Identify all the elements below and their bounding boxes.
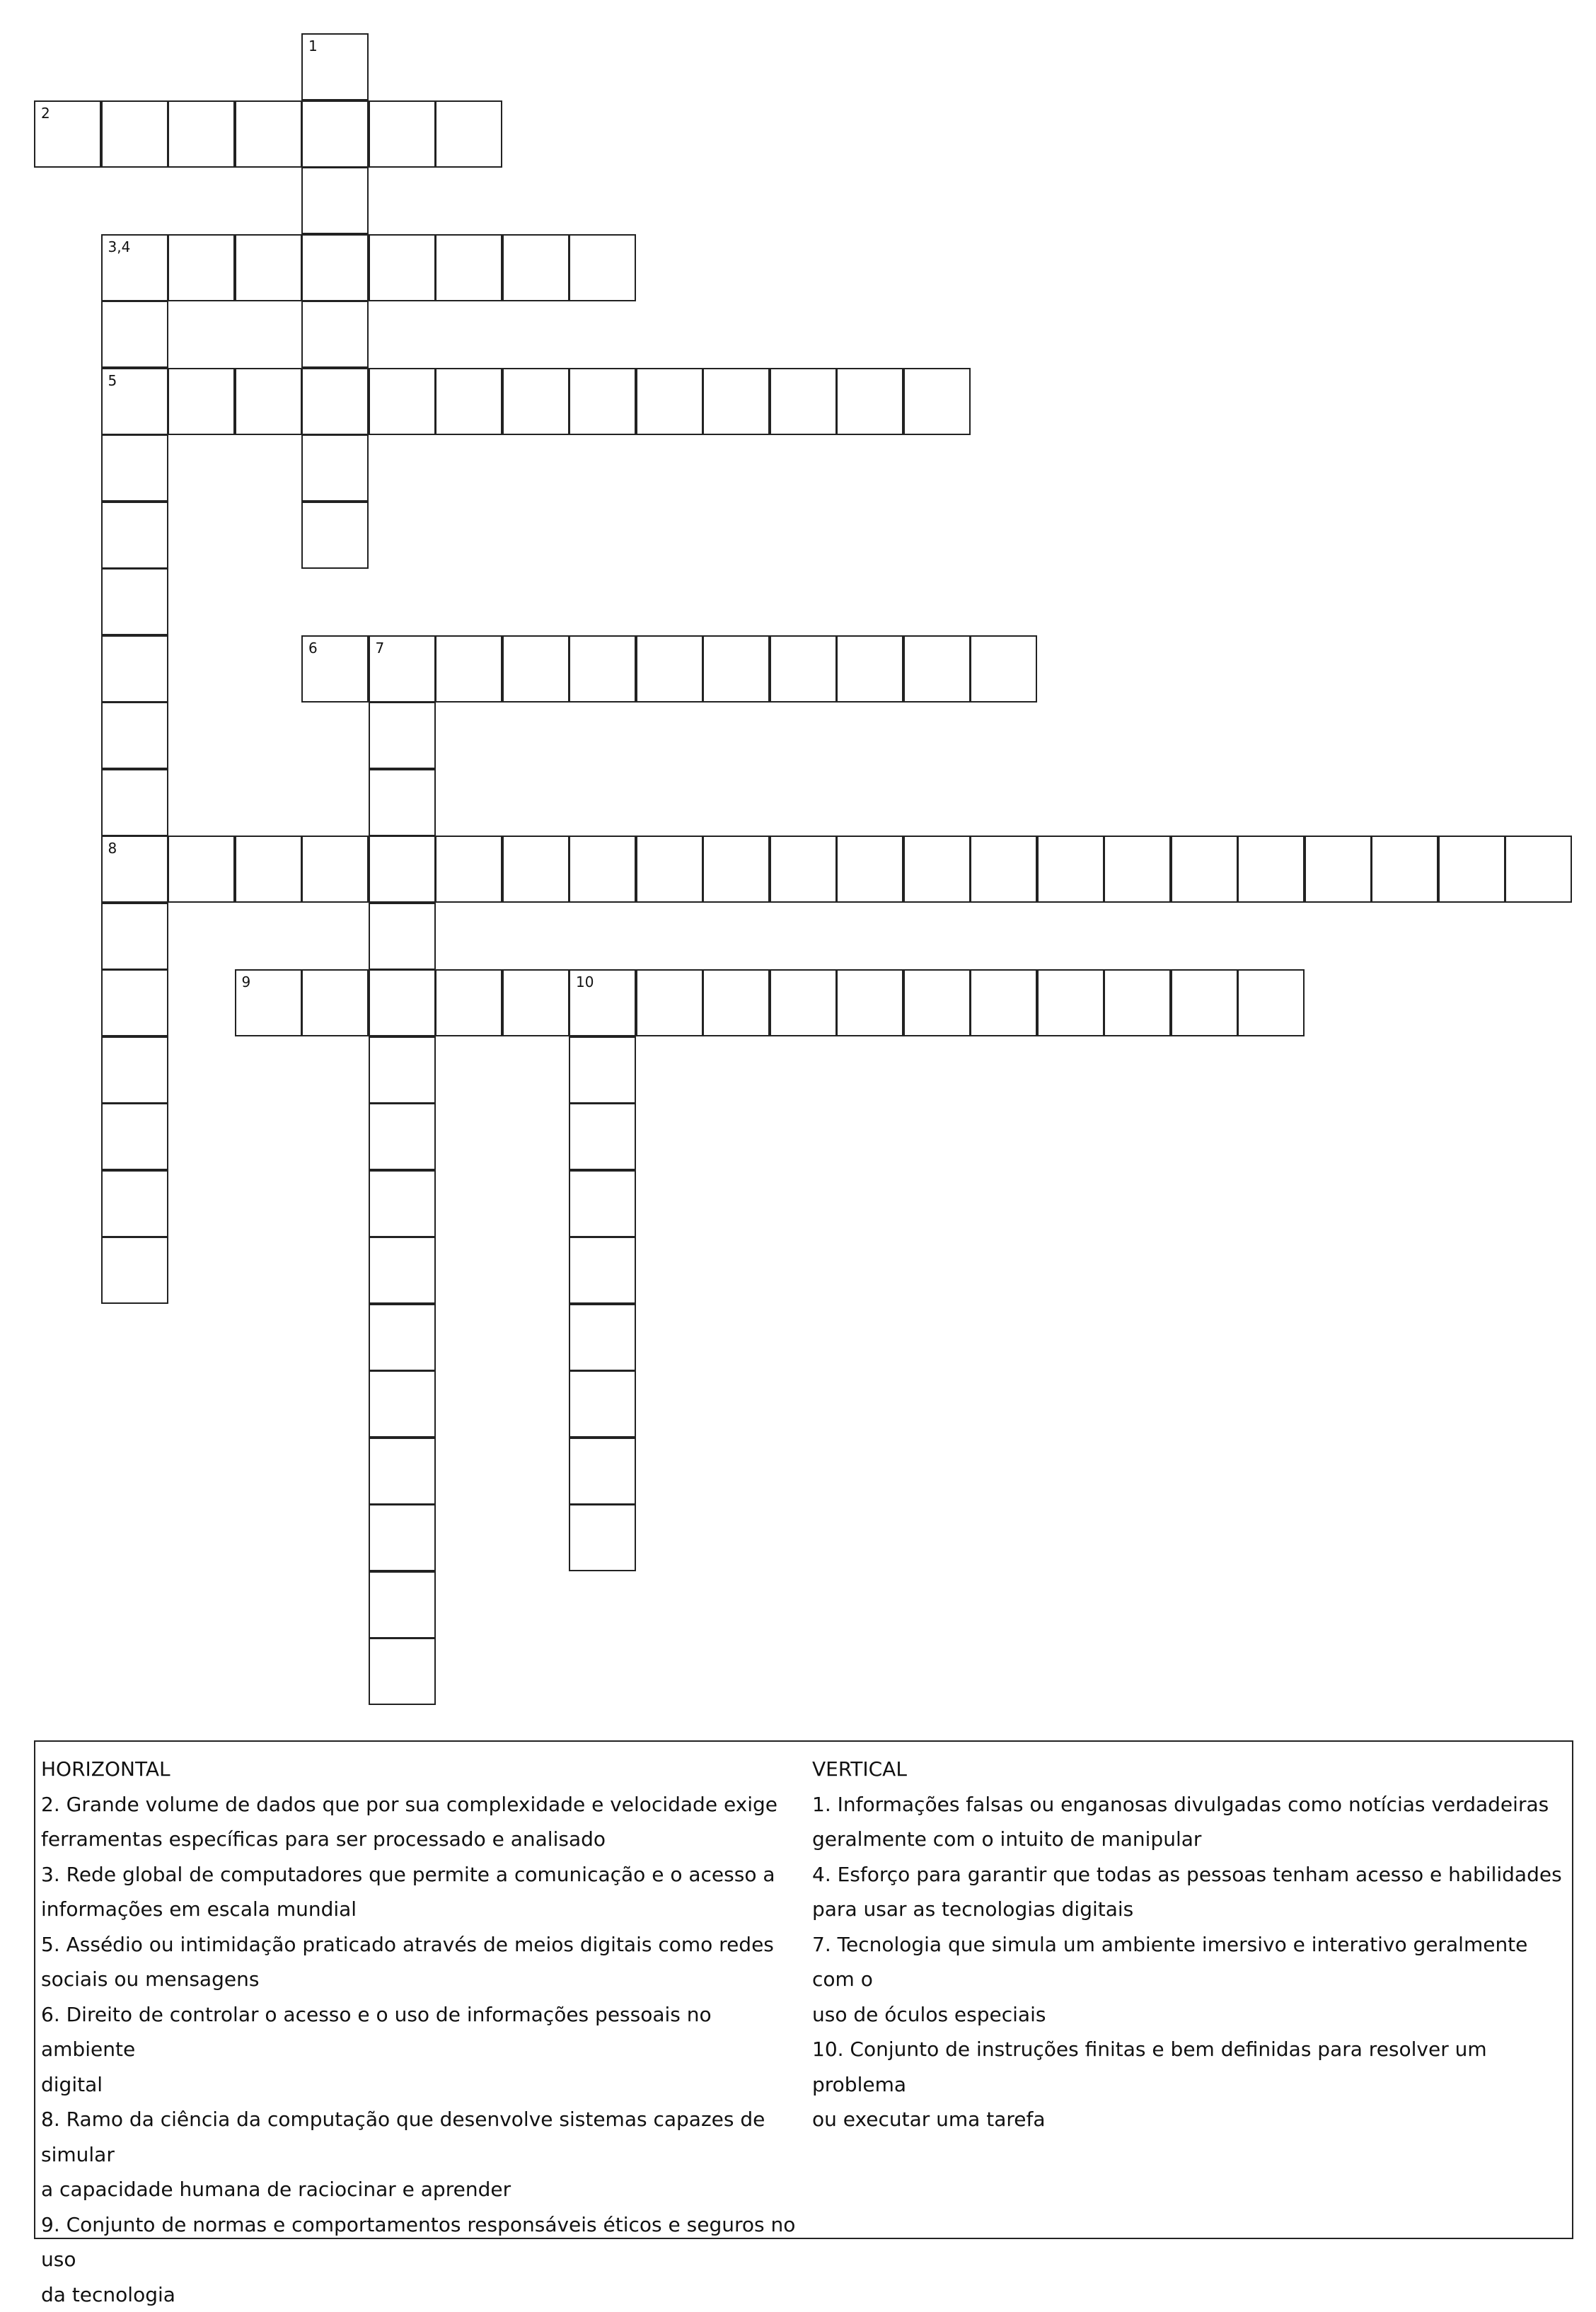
grid-cell[interactable] — [770, 836, 837, 903]
grid-cell[interactable] — [636, 836, 703, 903]
grid-cell[interactable] — [1037, 969, 1104, 1036]
grid-cell[interactable] — [702, 635, 770, 703]
grid-cell[interactable] — [569, 1438, 636, 1505]
grid-cell[interactable] — [168, 368, 235, 435]
vertical-clues-column — [812, 1752, 1569, 2137]
grid-cell[interactable] — [301, 33, 369, 100]
grid-cell[interactable] — [235, 234, 302, 301]
horizontal-clue-line: 2. Grande volume de dados que por sua complexidade e velocidade exige — [41, 1787, 805, 1822]
grid-cell[interactable] — [301, 969, 369, 1036]
grid-cell[interactable] — [101, 502, 168, 569]
grid-cell[interactable] — [903, 635, 971, 703]
grid-cell[interactable] — [168, 100, 235, 168]
clue-number: 3,4 — [108, 240, 131, 254]
horizontal-clue-line: sociais ou mensagens — [41, 1962, 805, 1997]
grid-cell[interactable] — [770, 635, 837, 703]
clue-number: 6 — [308, 641, 318, 655]
grid-cell[interactable] — [1371, 836, 1438, 903]
grid-cell[interactable] — [836, 836, 903, 903]
clue-number: 5 — [108, 374, 117, 388]
grid-cell[interactable] — [369, 1304, 436, 1371]
grid-cell[interactable] — [836, 368, 903, 435]
grid-cell[interactable] — [168, 836, 235, 903]
grid-cell[interactable] — [435, 234, 502, 301]
grid-cell[interactable] — [569, 368, 636, 435]
grid-cell[interactable] — [301, 434, 369, 502]
grid-cell[interactable] — [369, 702, 436, 769]
grid-cell[interactable] — [569, 969, 636, 1036]
vertical-clues-title: VERTICAL — [812, 1752, 1569, 1787]
grid-cell[interactable] — [502, 234, 569, 301]
grid-cell[interactable] — [502, 368, 569, 435]
grid-cell[interactable] — [836, 635, 903, 703]
clue-number: 1 — [308, 39, 318, 53]
horizontal-clue-line: 3. Rede global de computadores que permite a comunicação e o acesso a — [41, 1857, 805, 1892]
grid-cell[interactable] — [369, 1438, 436, 1505]
grid-cell[interactable] — [970, 635, 1037, 703]
vertical-clue-line: uso de óculos especiais — [812, 1997, 1569, 2033]
grid-cell[interactable] — [435, 100, 502, 168]
grid-cell[interactable] — [101, 1237, 168, 1304]
clue-number: 9 — [242, 975, 251, 989]
vertical-clue-line: 10. Conjunto de instruções finitas e bem definidas para resolver um problema — [812, 2032, 1569, 2102]
grid-cell[interactable] — [502, 836, 569, 903]
grid-cell[interactable] — [636, 969, 703, 1036]
clue-number: 10 — [576, 975, 594, 989]
grid-cell[interactable] — [369, 1370, 436, 1438]
grid-cell[interactable] — [101, 635, 168, 703]
grid-cell[interactable] — [369, 1504, 436, 1571]
grid-cell[interactable] — [301, 301, 369, 368]
clue-number: 2 — [41, 106, 50, 120]
grid-cell[interactable] — [1104, 969, 1171, 1036]
grid-cell[interactable] — [235, 368, 302, 435]
grid-cell[interactable] — [101, 301, 168, 368]
vertical-clue-line: 1. Informações falsas ou enganosas divulgadas como notícias verdadeiras — [812, 1787, 1569, 1822]
grid-cell[interactable] — [369, 234, 436, 301]
grid-cell[interactable] — [301, 368, 369, 435]
grid-cell[interactable] — [301, 234, 369, 301]
grid-cell[interactable] — [235, 836, 302, 903]
grid-cell[interactable] — [301, 100, 369, 168]
grid-cell[interactable] — [569, 1304, 636, 1371]
grid-cell[interactable] — [1104, 836, 1171, 903]
clue-number: 8 — [108, 841, 117, 855]
grid-cell[interactable] — [369, 769, 436, 836]
grid-cell[interactable] — [1171, 836, 1238, 903]
grid-cell[interactable] — [369, 1237, 436, 1304]
horizontal-clues-title: HORIZONTAL — [41, 1752, 805, 1787]
grid-cell[interactable] — [569, 1103, 636, 1170]
horizontal-clue-line: 5. Assédio ou intimidação praticado através de meios digitais como redes — [41, 1927, 805, 1963]
grid-cell[interactable] — [369, 1036, 436, 1104]
horizontal-clue-line: a capacidade humana de raciocinar e aprender — [41, 2172, 805, 2207]
grid-cell[interactable] — [903, 368, 971, 435]
grid-cell[interactable] — [369, 1638, 436, 1705]
grid-cell[interactable] — [435, 368, 502, 435]
grid-cell[interactable] — [369, 635, 436, 703]
horizontal-clue-line: informações em escala mundial — [41, 1892, 805, 1927]
grid-cell[interactable] — [569, 1237, 636, 1304]
horizontal-clue-line: 8. Ramo da ciência da computação que desenvolve sistemas capazes de simular — [41, 2102, 805, 2172]
grid-cell[interactable] — [168, 234, 235, 301]
grid-cell[interactable] — [369, 836, 436, 903]
horizontal-clue-line: 6. Direito de controlar o acesso e o uso de informações pessoais no ambiente — [41, 1997, 805, 2067]
grid-cell[interactable] — [101, 368, 168, 435]
grid-cell[interactable] — [636, 635, 703, 703]
grid-cell[interactable] — [569, 836, 636, 903]
grid-cell[interactable] — [369, 969, 436, 1036]
clue-panel — [34, 1740, 1573, 2239]
horizontal-clue-line: 9. Conjunto de normas e comportamentos responsáveis éticos e seguros no uso — [41, 2207, 805, 2277]
grid-cell[interactable] — [34, 100, 101, 168]
clue-number: 7 — [376, 641, 385, 655]
grid-cell[interactable] — [1237, 969, 1305, 1036]
grid-cell[interactable] — [301, 502, 369, 569]
grid-cell[interactable] — [702, 836, 770, 903]
grid-cell[interactable] — [101, 234, 168, 301]
grid-cell[interactable] — [101, 1103, 168, 1170]
grid-cell[interactable] — [569, 234, 636, 301]
horizontal-clue-line: da tecnologia — [41, 2277, 805, 2312]
grid-cell[interactable] — [369, 100, 436, 168]
grid-cell[interactable] — [101, 836, 168, 903]
vertical-clue-line: 7. Tecnologia que simula um ambiente imersivo e interativo geralmente com o — [812, 1927, 1569, 1997]
grid-cell[interactable] — [435, 635, 502, 703]
grid-cell[interactable] — [101, 903, 168, 970]
grid-cell[interactable] — [702, 368, 770, 435]
grid-cell[interactable] — [1037, 836, 1104, 903]
grid-cell[interactable] — [1305, 836, 1372, 903]
grid-cell[interactable] — [101, 769, 168, 836]
grid-cell[interactable] — [301, 167, 369, 234]
grid-cell[interactable] — [836, 969, 903, 1036]
grid-cell[interactable] — [101, 568, 168, 635]
grid-cell[interactable] — [369, 1170, 436, 1237]
vertical-clue-line: ou executar uma tarefa — [812, 2102, 1569, 2137]
grid-cell[interactable] — [702, 969, 770, 1036]
grid-cell[interactable] — [502, 969, 569, 1036]
horizontal-clues-column — [41, 1752, 805, 2312]
vertical-clue-line: 4. Esforço para garantir que todas as pessoas tenham acesso e habilidades — [812, 1857, 1569, 1892]
grid-cell[interactable] — [369, 1103, 436, 1170]
grid-cell[interactable] — [369, 368, 436, 435]
grid-cell[interactable] — [301, 635, 369, 703]
grid-cell[interactable] — [1438, 836, 1505, 903]
grid-cell[interactable] — [502, 635, 569, 703]
vertical-clue-line: geralmente com o intuito de manipular — [812, 1822, 1569, 1857]
grid-cell[interactable] — [101, 434, 168, 502]
grid-cell[interactable] — [770, 969, 837, 1036]
grid-cell[interactable] — [369, 903, 436, 970]
grid-cell[interactable] — [369, 1571, 436, 1638]
vertical-clue-line: para usar as tecnologias digitais — [812, 1892, 1569, 1927]
grid-cell[interactable] — [903, 969, 971, 1036]
grid-cell[interactable] — [235, 100, 302, 168]
grid-cell[interactable] — [569, 1504, 636, 1571]
grid-cell[interactable] — [569, 635, 636, 703]
grid-cell[interactable] — [569, 1036, 636, 1104]
grid-cell[interactable] — [101, 1170, 168, 1237]
grid-cell[interactable] — [1171, 969, 1238, 1036]
grid-cell[interactable] — [770, 368, 837, 435]
grid-cell[interactable] — [101, 969, 168, 1036]
grid-cell[interactable] — [301, 836, 369, 903]
grid-cell[interactable] — [569, 1170, 636, 1237]
grid-cell[interactable] — [101, 702, 168, 769]
grid-cell[interactable] — [1505, 836, 1572, 903]
grid-cell[interactable] — [970, 836, 1037, 903]
grid-cell[interactable] — [435, 836, 502, 903]
grid-cell[interactable] — [1237, 836, 1305, 903]
horizontal-clue-line: digital — [41, 2067, 805, 2103]
grid-cell[interactable] — [101, 100, 168, 168]
horizontal-clue-line: ferramentas específicas para ser processado e analisado — [41, 1822, 805, 1857]
grid-cell[interactable] — [970, 969, 1037, 1036]
grid-cell[interactable] — [636, 368, 703, 435]
grid-cell[interactable] — [903, 836, 971, 903]
grid-cell[interactable] — [435, 969, 502, 1036]
grid-cell[interactable] — [101, 1036, 168, 1104]
grid-cell[interactable] — [569, 1370, 636, 1438]
grid-cell[interactable] — [235, 969, 302, 1036]
